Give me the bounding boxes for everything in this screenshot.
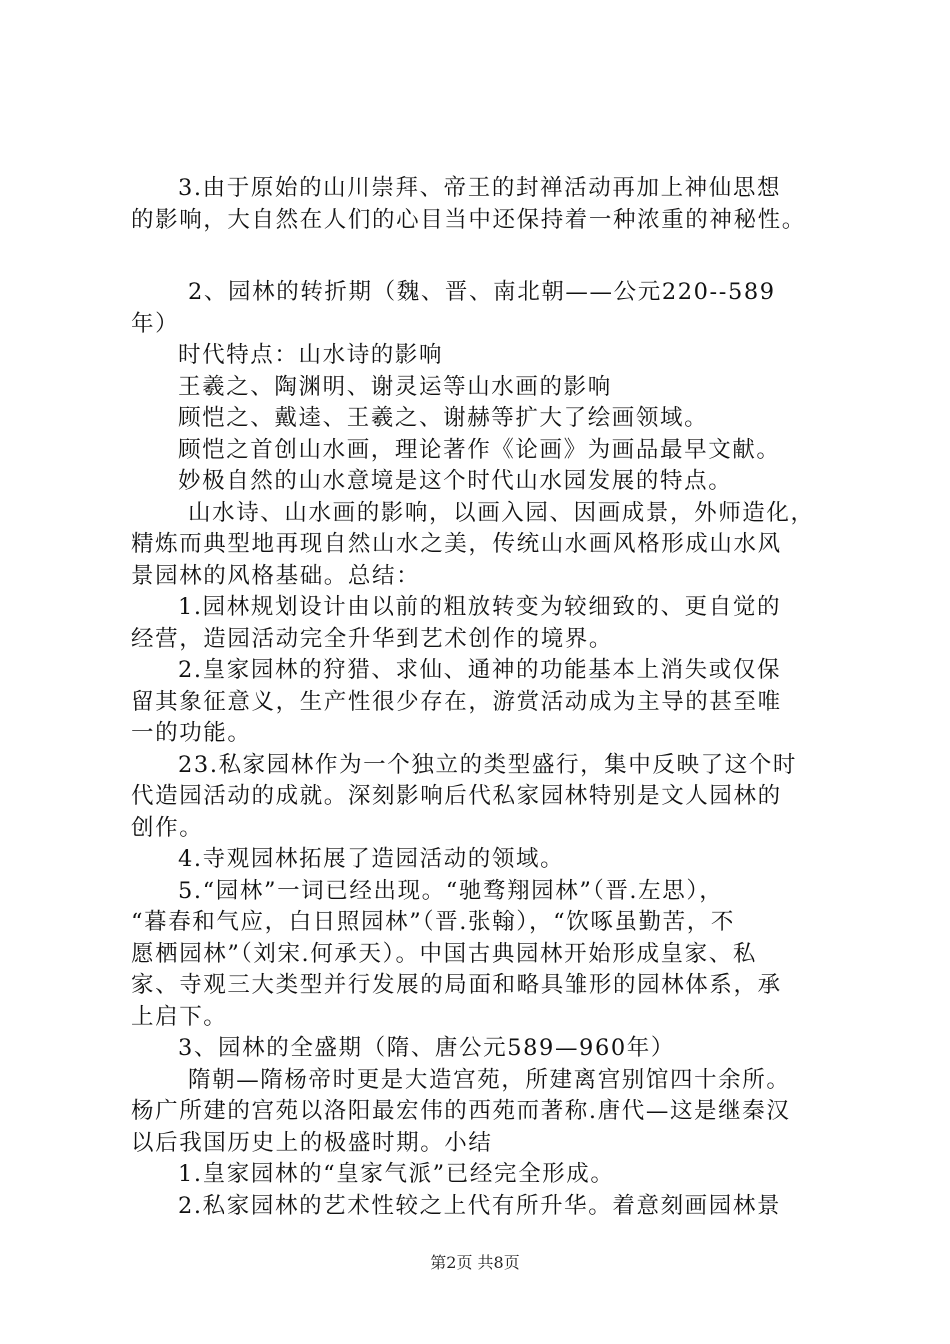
text-line: 一的功能。 (131, 720, 252, 746)
text-line: 顾恺之首创山水画，理论著作《论画》为画品最早文献。 (178, 436, 781, 463)
section-heading: 3、园林的全盛期（隋、唐公元589—960年） (178, 1035, 676, 1061)
text-line: 妙极自然的山水意境是这个时代山水园发展的特点。 (178, 468, 733, 494)
text-line: 以后我国历史上的极盛时期。小结 (131, 1129, 493, 1156)
text-line: 留其象征意义，生产性很少存在，游赏活动成为主导的甚至唯 (131, 688, 782, 715)
text-line: “暮春和气应，白日照园林”（晋.张翰），“饮啄虽勤苦，不 (131, 909, 735, 935)
text-line: 愿栖园林”（刘宋.何承天）。中国古典园林开始形成皇家、私 (131, 940, 757, 967)
text-line: 上启下。 (131, 1003, 228, 1030)
text-line: 1.皇家园林的“皇家气派”已经完全形成。 (178, 1161, 615, 1187)
text-line: 顾恺之、戴逵、王羲之、谢赫等扩大了绘画领域。 (178, 405, 709, 431)
text-line: 王羲之、陶渊明、谢灵运等山水画的影响 (178, 373, 612, 400)
text-line: 时代特点：山水诗的影响 (178, 342, 444, 368)
text-line: 创作。 (131, 814, 204, 841)
page-footer: 第2页 共8页 (430, 1253, 520, 1272)
page-body (131, 173, 831, 1222)
text-line: 山水诗、山水画的影响，以画入园、因画成景，外师造化， (188, 499, 815, 526)
text-line: 4.寺观园林拓展了造园活动的领域。 (178, 846, 565, 872)
text-line: 代造园活动的成就。深刻影响后代私家园林特别是文人园林的 (131, 783, 782, 809)
text-line: 年） (131, 310, 180, 337)
text-line: 家、寺观三大类型并行发展的局面和略具雏形的园林体系，承 (131, 972, 782, 998)
text-line: 的影响，大自然在人们的心目当中还保持着一种浓重的神秘性。 (131, 206, 806, 233)
text-line: 1.园林规划设计由以前的粗放转变为较细致的、更自觉的 (178, 594, 782, 620)
text-line: 杨广所建的宫苑以洛阳最宏伟的西苑而著称.唐代—这是继秦汉 (131, 1098, 791, 1124)
section-heading: 2、园林的转折期（魏、晋、南北朝——公元220--589 (188, 279, 776, 305)
text-line: 景园林的风格基础。总结： (131, 562, 421, 589)
paragraph-gap (131, 236, 831, 277)
text-line: 经营，造园活动完全升华到艺术创作的境界。 (131, 625, 614, 652)
text-line: 2.私家园林的艺术性较之上代有所升华。着意刻画园林景 (178, 1192, 782, 1219)
text-line: 精炼而典型地再现自然山水之美，传统山水画风格形成山水风 (131, 531, 782, 557)
text-line: 2.皇家园林的狩猎、求仙、通神的功能基本上消失或仅保 (178, 657, 782, 683)
text-line: 隋朝—隋杨帝时更是大造宫苑，所建离宫别馆四十余所。 (188, 1066, 791, 1093)
text-line: 23.私家园林作为一个独立的类型盛行，集中反映了这个时 (178, 751, 797, 778)
text-line: 5.“园林”一词已经出现。“驰骛翔园林”（晋.左思）， (178, 877, 724, 904)
text-line: 3.由于原始的山川崇拜、帝王的封禅活动再加上神仙思想 (178, 175, 782, 201)
